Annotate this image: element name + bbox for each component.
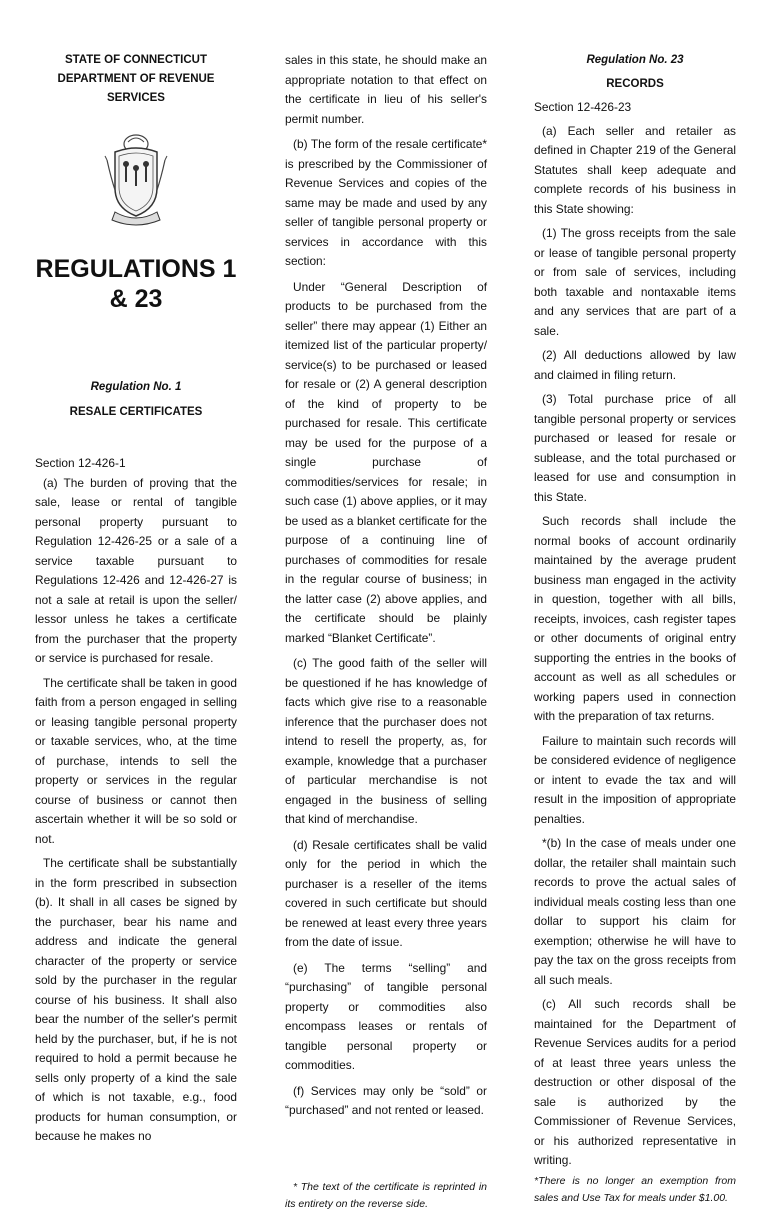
paragraph-records-books: Such records shall include the normal books of account ordinarily maintained by the average prudent business man engaged in the activity in question, together with all bills, receipts, invoices, cash register tapes or other documents of original entry supporting the entries in the books of account as well as all schedules or working papers used in connection with the preparation of tax returns.	[534, 514, 736, 723]
column-middle	[285, 0, 487, 1213]
paragraph-23-3: (3) Total purchase price of all tangible personal property or services purchased or leased for resale or sublease, and the total purchased or leased for use and consumption in this State.	[534, 392, 736, 504]
paragraph-failure: Failure to maintain such records will be considered evidence of negligence or intent to evade the tax and will result in the imposition of appropriate penalties.	[534, 733, 736, 826]
paragraph-1d: (d) Resale certificates shall be valid only for the period in which the purchaser is a reseller of the items covered in such certificate but should be renewed at least every three years from the date of issue.	[285, 837, 487, 949]
document-title: REGULATIONS 1 & 23	[35, 255, 237, 313]
paragraph-general-description: Under “General Description of products to be purchased from the seller” there may appear (1) Either an itemized list of the particular property/ service(s) to be purchased or leased for resale or (2) A general description of the kind of property to be purchased for resale. This certificate may be used for the purpose of a single purchase of commodities/services for resale; in such case (1) above applies, or it may be used as a blanket certificate for the purpose of a continuing line of purchases of commodities for resale in the regular course of business; in the latter case (2) above applies, and the certificate should be plainly marked “Blanket Certificate”.	[285, 279, 487, 645]
footnote-certificate: * The text of the certificate is reprinted in its entirety on the reverse side.	[285, 1180, 487, 1210]
paragraph-23c: (c) All such records shall be maintained for the Department of Revenue Services audits for a period of at least three years unless the destruction or other disposal of the sale is authorized by the Commissioner of Revenue Services, or his authorized representative in writing.	[534, 997, 736, 1167]
column-right	[534, 0, 736, 1207]
state-seal-icon	[101, 130, 171, 226]
paragraph-23a: (a) Each seller and retailer as defined in Chapter 219 of the General Statutes shall keep adequate and complete records of his business in this State showing:	[534, 123, 736, 216]
regulation-23-number: Regulation No. 23	[586, 54, 684, 66]
section-12-426-23: Section 12-426-23	[534, 100, 632, 114]
paragraph-continuation: sales in this state, he should make an appropriate notation to that effect on the certificate in lieu of his seller's permit number.	[285, 53, 487, 126]
footnote-meals: *There is no longer an exemption from sales and Use Tax for meals under $1.00.	[534, 1174, 736, 1204]
paragraph-23b: *(b) In the case of meals under one dollar, the retailer shall maintain such records to prove the actual sales of individual meals costing less than one dollar to support his claim for exemption; otherwise he will have to pay the tax on the gross receipts from all such meals.	[534, 836, 736, 987]
paragraph-1f: (f) Services may only be “sold” or “purchased” and not rented or leased.	[285, 1083, 487, 1117]
regulation-1-title: RESALE CERTIFICATES	[69, 406, 203, 418]
regulation-23-title: RECORDS	[606, 78, 664, 90]
paragraph-1b: (b) The form of the resale certificate* is prescribed by the Commissioner of Revenue Services and copies of the same may be made and used by any seller of tangible personal property or services in accordance with this section:	[285, 137, 487, 268]
state-heading: STATE OF CONNECTICUT	[64, 54, 208, 66]
department-heading: DEPARTMENT OF REVENUE SERVICES	[57, 73, 215, 104]
paragraph-1a: (a) The burden of proving that the sale, lease or rental of tangible personal property pursuant to Regulation 12-426-25 or a sale of a service taxable pursuant to Regulations 12-426 and 12-426-27 is not a sale at retail is upon the seller/ lessor unless he takes a certificate from the purchaser that the property or service is purchased for resale.	[35, 475, 237, 665]
section-12-426-1: Section 12-426-1	[35, 456, 126, 470]
paragraph-23-1: (1) The gross receipts from the sale or lease of tangible personal property or from sale of services, including both taxable and nontaxable items and any services that are part of a sale.	[534, 226, 736, 338]
paragraph-good-faith: The certificate shall be taken in good faith from a person engaged in selling or leasing tangible personal property or taxable services, who, at the time of purchase, intends to sell the property or services in the regular course of business or cannot then ascertain whether it will be so sold or not.	[35, 675, 237, 846]
paragraph-1e: (e) The terms “selling” and “purchasing” of tangible personal property or commodities also encompass leases or rentals of tangible personal property or commodities.	[285, 960, 487, 1072]
paragraph-23-2: (2) All deductions allowed by law and claimed in filing return.	[534, 348, 736, 382]
paragraph-certificate-form: The certificate shall be substantially in the form prescribed in subsection (b). It shall in all cases be signed by the purchaser, bear his name and address and indicate the general character of the property or service sold by the purchaser in the regular course of his business. It shall also bear the number of the seller's permit held by the purchaser, but, if he is not required to hold a permit because he sells only property of a kind the sale of which is not taxable, e.g., food products for human consumption, or because he makes no	[35, 856, 237, 1143]
column-left	[35, 0, 237, 1147]
paragraph-1c: (c) The good faith of the seller will be questioned if he has knowledge of facts which give rise to a reasonable inference that the purchaser does not intend to resell the property, as, for example, knowledge that a purchaser of particular merchandise is not engaged in the business of selling that kind of merchandise.	[285, 656, 487, 826]
regulation-1-number: Regulation No. 1	[90, 381, 182, 393]
